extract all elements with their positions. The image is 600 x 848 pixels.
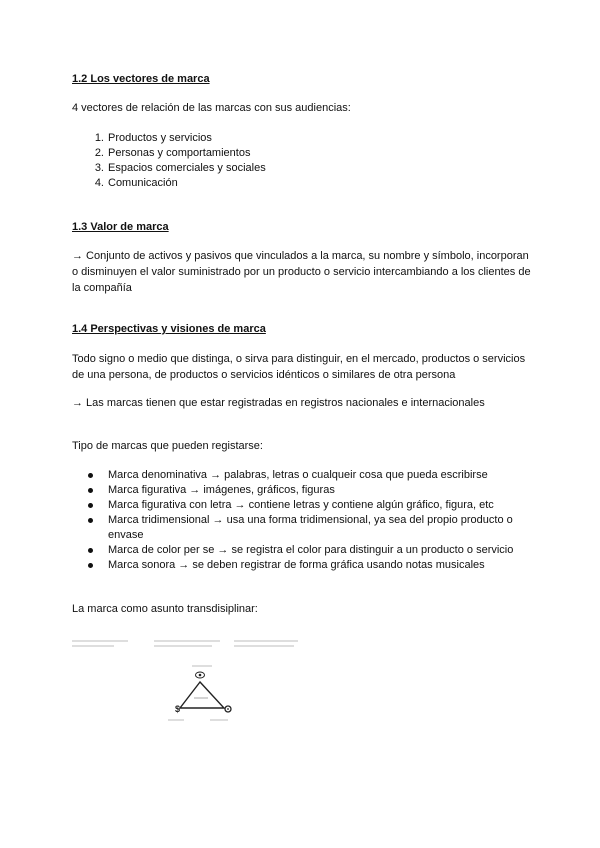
- list-item: [108, 558, 538, 573]
- list-item: [94, 176, 266, 191]
- section-heading-1-3: 1.3 Valor de marca: [72, 221, 169, 233]
- list-item-text: Marca figurativa con letra → contiene letras y contiene algún gráfico, figura, etc: [108, 499, 494, 511]
- list-item-text: Personas y comportamientos: [108, 147, 251, 159]
- list-item-text: Marca tridimensional → usa una forma tridimensional, ya sea del propio producto o envase: [108, 514, 513, 541]
- diagram-triangle: [180, 682, 224, 708]
- bullet-icon: [88, 518, 93, 523]
- bullet-icon: [88, 473, 93, 478]
- list-number: 2.: [94, 147, 104, 159]
- bullet-icon: [88, 563, 93, 568]
- list-item: [108, 483, 538, 498]
- list-number: 4.: [94, 177, 104, 189]
- svg-text:$: $: [175, 704, 181, 714]
- list-item: [108, 543, 538, 558]
- types-intro: Tipo de marcas que pueden registarse:: [72, 440, 263, 452]
- vectors-list: [94, 131, 266, 191]
- section-heading-1-2: 1.2 Los vectores de marca: [72, 73, 210, 85]
- gear-icon: [225, 706, 231, 712]
- section-intro-1-2: 4 vectores de relación de las marcas con sus audiencias:: [72, 102, 351, 114]
- brand-types-list: [108, 468, 538, 573]
- bullet-icon: [88, 503, 93, 508]
- list-item-text: Productos y servicios: [108, 132, 212, 144]
- list-item: [94, 161, 266, 176]
- eye-icon: [196, 672, 205, 678]
- list-item: [94, 131, 266, 146]
- list-number: 3.: [94, 162, 104, 174]
- list-item: [108, 468, 538, 483]
- transdisciplinary-caption: La marca como asunto transdisiplinar:: [72, 603, 258, 615]
- brand-triangle-diagram: [72, 630, 312, 730]
- list-item-text: Marca denominativa → palabras, letras o cualqueir cosa que pueda escribirse: [108, 469, 488, 481]
- registration-note: → Las marcas tienen que estar registradas en registros nacionales e internacionales: [72, 397, 485, 409]
- list-item-text: Marca de color per se → se registra el color para distinguir a un producto o servicio: [108, 544, 514, 556]
- list-item: [108, 498, 538, 513]
- list-item-text: Marca figurativa → imágenes, gráficos, figuras: [108, 484, 335, 496]
- list-number: 1.: [94, 132, 104, 144]
- bullet-icon: [88, 548, 93, 553]
- bullet-icon: [88, 488, 93, 493]
- list-item-text: Marca sonora → se deben registrar de forma gráfica usando notas musicales: [108, 559, 485, 571]
- section-heading-1-4: 1.4 Perspectivas y visiones de marca: [72, 323, 266, 335]
- brand-definition: Todo signo o medio que distinga, o sirva para distinguir, en el mercado, productos o servicios de una persona, de productos o servicios idénticos o similares de otra persona: [72, 353, 526, 381]
- section-text-1-3: → Conjunto de activos y pasivos que vinculados a la marca, su nombre y símbolo, incorporan o disminuyen el valor suministrado por un producto o servicio intercambiando a los clientes de la compañía: [72, 250, 531, 294]
- list-item: [108, 513, 538, 543]
- list-item-text: Espacios comerciales y sociales: [108, 162, 266, 174]
- list-item-text: Comunicación: [108, 177, 178, 189]
- list-item: [94, 146, 266, 161]
- dollar-icon: [175, 704, 180, 714]
